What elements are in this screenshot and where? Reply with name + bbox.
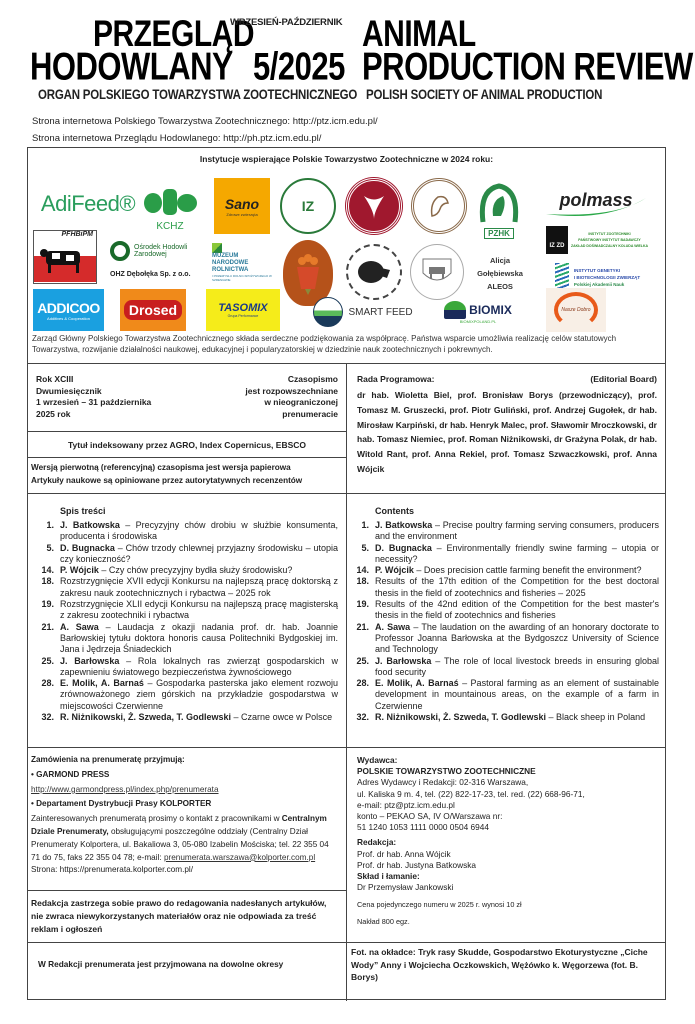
- toc-author: R. Niżnikowski, Ż. Szweda, T. Godlewski: [60, 712, 232, 723]
- subtitle-en: POLISH SOCIETY OF ANIMAL PRODUCTION: [366, 88, 603, 103]
- frequency: Dwumiesięcznik: [36, 385, 102, 396]
- toc-page-number: 1.: [361, 520, 369, 530]
- toc-item[interactable]: [349, 622, 659, 656]
- sano-logo: Sano Zdrowe zwierzęta: [214, 178, 270, 234]
- toc-en-title: Contents: [375, 506, 414, 516]
- kolporter-site[interactable]: Strona: https://prenumerata.kolporter.com.pl/: [31, 865, 194, 875]
- editorial-label: Redakcja:: [357, 837, 397, 848]
- toc-entry-text: [375, 543, 659, 566]
- website-urls: [32, 113, 378, 147]
- toc-pl-title: Spis treści: [60, 506, 106, 516]
- issue-months: WRZESIEŃ-PAŹDZIERNIK: [230, 17, 343, 28]
- pzhk-logo: PZHK: [474, 178, 524, 242]
- bison-icon: [357, 258, 391, 286]
- issue-number: 5/2025: [253, 44, 345, 89]
- toc-article-title: Results of the 42nd edition of the Competition for the best master's thesis in the field of zootechnics and fisheries: [375, 599, 659, 621]
- publisher-label: Wydawca:: [357, 755, 398, 765]
- toc-page-number: 14.: [356, 565, 369, 576]
- subscription-title: Zamówienia na prenumeratę przyjmują:: [31, 755, 185, 764]
- toc-author: R. Niżnikowski, Ż. Szweda, T. Godlewski: [375, 712, 547, 723]
- toc-page-number: 25.: [41, 655, 54, 666]
- toc-article-title: – Pastoral farming as an element of sustainable development in mountainous areas, on the example of a farm in Czerwienne: [375, 678, 659, 711]
- polmass-logo: polmass: [536, 178, 656, 222]
- biomix-field-icon: [444, 301, 466, 319]
- biomix-logo: BIOMIX BIOMIXPOLAND.PL: [438, 292, 518, 332]
- cover-photo-cell: [347, 943, 665, 999]
- igbz-pan-logo: INSTYTUT GENETYKI I BIOTECHNOLOGII ZWIERZĄT Polskiej Akademii Nauk: [540, 260, 655, 294]
- circulation: Nakład 800 egz.: [357, 916, 410, 926]
- editor-1: Prof. dr hab. Anna Wójcik: [357, 848, 451, 859]
- publisher-address-2: ul. Kaliska 9 m. 4, tel. (22) 822-17-23, tel. red. (22) 668-96-71,: [357, 788, 585, 799]
- toc-page-number: 21.: [356, 621, 369, 632]
- layout-person: Dr Przemysław Jankowski: [357, 882, 454, 893]
- toc-article-title: – Czy chów precyzyjny bydła służy środowisku?: [98, 565, 293, 576]
- toc-page-number: 28.: [356, 678, 369, 689]
- toc-item[interactable]: [34, 678, 338, 712]
- toc-page-number: 25.: [356, 655, 369, 666]
- title-en-line1: ANIMAL: [362, 13, 476, 55]
- animal-heads-emblem-icon: [359, 191, 389, 221]
- toc-article-title: – Czarne owce w Polsce: [231, 712, 333, 723]
- cow-icon: [38, 245, 88, 275]
- distribution-line3: w nieograniczonej: [264, 397, 338, 407]
- any-period-text: W Redakcji prenumerata jest przyjmowana na dowolne okresy: [38, 959, 284, 969]
- toc-pl-list: [34, 520, 338, 723]
- toc-entry-text: [375, 520, 659, 543]
- dna-helix-icon: [555, 263, 569, 291]
- toc-entry-text: [60, 543, 338, 566]
- disclaimer-cell: [28, 891, 346, 943]
- field-stripes-icon: [212, 243, 222, 253]
- toc-item[interactable]: [34, 565, 338, 576]
- subtitle-pl: ORGAN POLSKIEGO TOWARZYSTWA ZOOTECHNICZNEGO: [38, 88, 358, 103]
- toc-author: J. Batkowska: [60, 520, 120, 530]
- sponsors-thanks-note: Zarząd Główny Polskiego Towarzystwa Zootechnicznego składa serdeczne podziękowania za współpracę. Państwa wsparcie umożliwia realizację celów statutowych Towarzystwa, rozwijanie działalności naukowej, edukacyjnej i popularyzatorskiej w dziedzinie nauk zootechnicznych i pokrewnych.: [32, 334, 617, 354]
- addicoo-logo: ADDICOO Additives & Cooperation: [33, 289, 104, 331]
- toc-item[interactable]: [34, 599, 338, 622]
- distribution-line2: jest rozpowszechniane: [245, 385, 338, 396]
- toc-entry-text: [375, 712, 659, 723]
- toc-author: P. Wójcik: [375, 565, 414, 576]
- toc-entry-text: [375, 678, 659, 712]
- izzd-koluda-logo: IZ ZD INSTYTUT ZOOTECHNIKI PAŃSTWOWY INSTYTUT BADAWCZY ZAKŁAD DOŚWIADCZALNY KOLUDA WIELKA: [533, 223, 661, 257]
- main-frame: [27, 147, 666, 1000]
- toc-item[interactable]: [34, 543, 338, 566]
- toc-entry-text: [60, 712, 338, 723]
- toc-item[interactable]: [349, 656, 659, 679]
- right-column: [347, 364, 665, 1001]
- toc-page-number: 21.: [41, 621, 54, 632]
- toc-page-number: 1.: [46, 520, 54, 530]
- sponsors-title: Instytucje wspierające Polskie Towarzystwo Zootechniczne w 2024 roku:: [199, 154, 494, 164]
- bull-shield-icon: [421, 257, 453, 287]
- subscription-cell: [28, 748, 346, 891]
- iz-logo: IZ: [280, 178, 336, 234]
- toc-item[interactable]: [34, 576, 338, 599]
- toc-entry-text: [375, 656, 659, 679]
- layout-label: Skład i łamanie:: [357, 871, 420, 882]
- toc-en-list: [349, 520, 659, 723]
- horse-profile-icon: [424, 191, 454, 221]
- toc-author: D. Bugnacka: [375, 542, 432, 553]
- sponsors-section: [28, 148, 665, 364]
- indexing-cell: [28, 432, 346, 458]
- title-en-line2: PRODUCTION REVIEW: [362, 44, 693, 89]
- adifeed-logo: AdiFeed®: [40, 191, 136, 216]
- kolporter: • Departament Dystrybucji Prasy KOLPORTER: [31, 799, 212, 809]
- editor-2: Prof. dr hab. Justyna Batkowska: [357, 859, 476, 870]
- publisher-address-1: Adres Wydawcy i Redakcji: 02-316 Warszawa,: [357, 777, 529, 788]
- toc-author: E. Molik, A. Barnaś: [60, 678, 144, 689]
- toc-article-title: – Environmentally friendly swine farming – utopia or necessity?: [375, 542, 659, 564]
- toc-page-number: 5.: [361, 542, 369, 553]
- kolporter-email-link[interactable]: prenumerata.warszawa@kolporter.com.pl: [163, 852, 316, 862]
- nasze-dobro-logo: Nasze Dobro: [546, 288, 606, 332]
- board-title-en: (Editorial Board): [590, 374, 657, 384]
- toc-entry-text: [375, 599, 659, 622]
- left-column: [28, 364, 347, 1001]
- ohz-emblem-icon: [110, 241, 130, 261]
- toc-article-title: – Black sheep in Poland: [546, 712, 646, 723]
- toc-article-title: – Gospodarka pasterska jako element rozwoju zrównoważonego ziem górskich na przykładzie gospodarstwa w miejscowości Czerwienne: [60, 678, 338, 711]
- toc-entry-text: [375, 565, 659, 576]
- toc-item[interactable]: [349, 712, 659, 723]
- aleos-logo: Alicja Gołębiewska ALEOS: [477, 255, 523, 291]
- toc-entry-text: [60, 565, 338, 576]
- editorial-board-cell: [347, 364, 665, 494]
- publisher-account-1: konto – PEKAO SA, IV O/Warszawa nr:: [357, 811, 503, 822]
- volume-year: Rok XCIII: [36, 374, 74, 384]
- smartfeed-logo: SMART FEED: [308, 294, 418, 330]
- peer-review-text: Artykuły naukowe są opiniowane przez autorytatywnych recenzentów: [31, 475, 303, 485]
- publisher-email[interactable]: e-mail: ptz@ptz.icm.edu.pl: [357, 799, 455, 810]
- toc-article-title: – Chów trzody chlewnej przyjazny środowisku – utopia czy konieczność?: [60, 542, 338, 564]
- toc-item[interactable]: [34, 656, 338, 679]
- ph-url[interactable]: Strona internetowa Przeglądu Hodowlanego: http://ph.ptz.icm.edu.pl/: [32, 133, 322, 144]
- toc-entry-text: [60, 520, 338, 543]
- toc-author: J. Barłowska: [375, 655, 432, 666]
- issue-info-cell: [28, 364, 346, 432]
- toc-page-number: 28.: [41, 678, 54, 689]
- subscription-contact-text: Zainteresowanych prenumeratą prosimy o kontakt z pracownikami w Centralnym Dziale Prenumeraty, obsługującymi poszczególne oddziały (Centralny Dział Prenumeraty Kolportera, ul. Bakaliowa 3, 05-080 Izabelin Mościska; tel. 22 355 04 71 do 75, faks 22 355 04 78; e-mail: prenumerata.warszawa@kolporter.com.pl: [31, 814, 329, 862]
- toc-author: J. Batkowska: [375, 520, 433, 530]
- toc-item[interactable]: [349, 520, 659, 543]
- toc-item[interactable]: [349, 543, 659, 566]
- title-pl-line1: PRZEGLĄD: [93, 13, 254, 55]
- horseshoe-horse-icon: [477, 182, 521, 228]
- toc-item[interactable]: [349, 565, 659, 576]
- tasomix-logo: TASOMIX Grupa Performance: [206, 289, 280, 331]
- toc-article-title: – Precyzyjny chów drobiu w służbie konsumenta, producenta i środowiska: [60, 520, 338, 542]
- toc-article-title: – The laudation on the awarding of an honorary doctorate to Professor Joanna Barłowska at the Bydgoszcz University of Science and Technology: [375, 621, 659, 655]
- distribution-line1: Czasopismo: [287, 374, 338, 384]
- cover-photo-caption: Fot. na okładce: Tryk rasy Skudde, Gospodarstwo Ekoturystyczne „Ciche Wody” Anny i Wojciecha Oczkowskich, Wężówko k. Węgorzewa (fot. B. Borys): [351, 947, 648, 982]
- owl-figure-icon: [291, 251, 325, 295]
- title-pl-line2: HODOWLANY: [30, 44, 233, 89]
- toc-article-title: Rozstrzygnięcie XLII edycji Konkursu na najlepszą pracę magisterską z zakresu zootechniki i rybactwa: [60, 599, 338, 621]
- toc-entry-text: [60, 576, 338, 599]
- garmond-url-link[interactable]: http://www.garmondpress.pl/index.php/prenumerata: [31, 784, 219, 794]
- ptz-url[interactable]: Strona internetowa Polskiego Towarzystwa Zootechnicznego: http://ptz.icm.edu.pl/: [32, 116, 378, 127]
- smartfeed-globe-icon: [313, 297, 343, 327]
- toc-article-title: – Precise poultry farming serving consumers, producers and the environment: [375, 520, 659, 542]
- livestock-heads-icon: [143, 185, 197, 221]
- toc-page-number: 19.: [41, 599, 54, 610]
- publisher-name: POLSKIE TOWARZYSTWO ZOOTECHNICZNE: [357, 766, 536, 777]
- toc-pl-cell: [28, 494, 346, 748]
- publisher-cell: [347, 748, 665, 943]
- toc-article-title: – Does precision cattle farming benefit the environment?: [413, 565, 642, 576]
- toc-article-title: – Rola lokalnych ras zwierząt gospodarskich w zapewnieniu światowego bezpieczeństwa żywnościowego: [60, 655, 338, 677]
- toc-author: E. Molik, A. Barnaś: [375, 678, 459, 689]
- bison-emblem-logo: [346, 244, 402, 300]
- toc-item[interactable]: [34, 712, 338, 723]
- toc-author: A. Sawa: [60, 621, 99, 632]
- board-title: Rada Programowa:: [357, 374, 435, 384]
- toc-author: J. Barłowska: [60, 655, 120, 666]
- distribution-line4: prenumeracie: [282, 408, 338, 419]
- toc-author: P. Wójcik: [60, 565, 99, 576]
- toc-entry-text: [60, 678, 338, 712]
- toc-page-number: 32.: [356, 712, 369, 723]
- toc-entry-text: [375, 622, 659, 656]
- kchz-logo: KCHZ: [140, 178, 200, 238]
- any-period-cell: [28, 943, 346, 987]
- toc-item[interactable]: [349, 599, 659, 622]
- iz-zd-emblem-icon: IZ ZD: [546, 226, 568, 254]
- toc-page-number: 5.: [46, 542, 54, 553]
- reference-version-text: Wersją pierwotną (referencyjną) czasopisma jest wersja papierowa: [31, 463, 291, 472]
- indexing-text: Tytuł indeksowany przez AGRO, Index Copernicus, EBSCO: [67, 440, 307, 450]
- toc-page-number: 32.: [41, 712, 54, 723]
- toc-page-number: 19.: [356, 599, 369, 610]
- toc-item[interactable]: [349, 576, 659, 599]
- issue-period: 1 wrzesień – 31 października: [36, 397, 152, 407]
- single-issue-price: Cena pojedynczego numeru w 2025 r. wynosi 10 zł: [357, 900, 522, 910]
- disclaimer-text: Redakcja zastrzega sobie prawo do redagowania nadesłanych artykułów, nie zwraca niewykorzystanych materiałów oraz nie odpowiada za treść reklam i ogłoszeń: [31, 898, 327, 934]
- uwm-olsztyn-logo: [346, 178, 402, 234]
- toc-item[interactable]: [34, 520, 338, 543]
- toc-item[interactable]: [34, 622, 338, 656]
- equestrian-emblem-logo: [411, 178, 467, 234]
- toc-author: A. Sawa: [375, 621, 411, 632]
- reference-version-cell: [28, 458, 346, 494]
- toc-article-title: – Laudacja z okazji nadania prof. dr. hab. Joannie Barłowskiej tytułu doktora honoris causa Politechniki Bydgoskiej im. Jana i Jędrzeja Śniadeckich: [60, 621, 338, 655]
- toc-page-number: 18.: [356, 576, 369, 587]
- garmond-press: • GARMOND PRESS: [31, 769, 110, 779]
- pfhbipm-logo: PFHBiPM: [33, 230, 97, 284]
- board-members: dr hab. Wioletta Biel, prof. Bronisław Borys (przewodniczący), prof. Tomasz M. Gruszecki, prof. Piotr Guliński, prof. Andrzej Gugołek, dr hab. Mirosław Karpiński, dr hab. Henryk Malec, prof. Sławomir Mroczkowski, dr hab. Tomasz Niemiec, prof. Roman Niżnikowski, dr Grażyna Polak, dr hab. Witold Rant, prof. Anna Rekiel, prof. Tomasz Szwaczkowski, prof. Anna Wójcik: [357, 390, 657, 474]
- toc-entry-text: [60, 622, 338, 656]
- toc-author: D. Bugnacka: [60, 542, 115, 553]
- toc-en-cell: [347, 494, 665, 748]
- toc-item[interactable]: [349, 678, 659, 712]
- toc-entry-text: [60, 599, 338, 622]
- toc-entry-text: [375, 576, 659, 599]
- toc-article-title: Results of the 17th edition of the Competition for the best doctoral thesis in the field of zootechnics and fisheries – 2025: [375, 576, 659, 598]
- toc-article-title: – The role of local livestock breeds in ensuring global food security: [375, 655, 659, 677]
- publisher-account-2: 51 1240 1053 1111 0000 0504 6944: [357, 822, 489, 833]
- masthead: [0, 0, 695, 110]
- toc-page-number: 14.: [41, 565, 54, 576]
- muzeum-logo: MUZEUM NARODOWE ROLNICTWA I PRZEMYSŁU ROLNO-SPOŻYWCZEGO W SZRENIAWIE: [212, 242, 276, 282]
- ohz-logo: Ośrodek Hodowli Zarodowej OHZ Dębołęka Sp. z o.o.: [110, 234, 206, 284]
- toc-page-number: 18.: [41, 576, 54, 587]
- toc-entry-text: [60, 656, 338, 679]
- toc-article-title: Rozstrzygnięcie XVII edycji Konkursu na najlepszą pracę doktorską z zakresu nauk zootechnicznych i rybactwa – 2025 rok: [60, 576, 338, 598]
- drosed-logo: Drosed: [120, 289, 186, 331]
- issue-year: 2025 rok: [36, 408, 71, 419]
